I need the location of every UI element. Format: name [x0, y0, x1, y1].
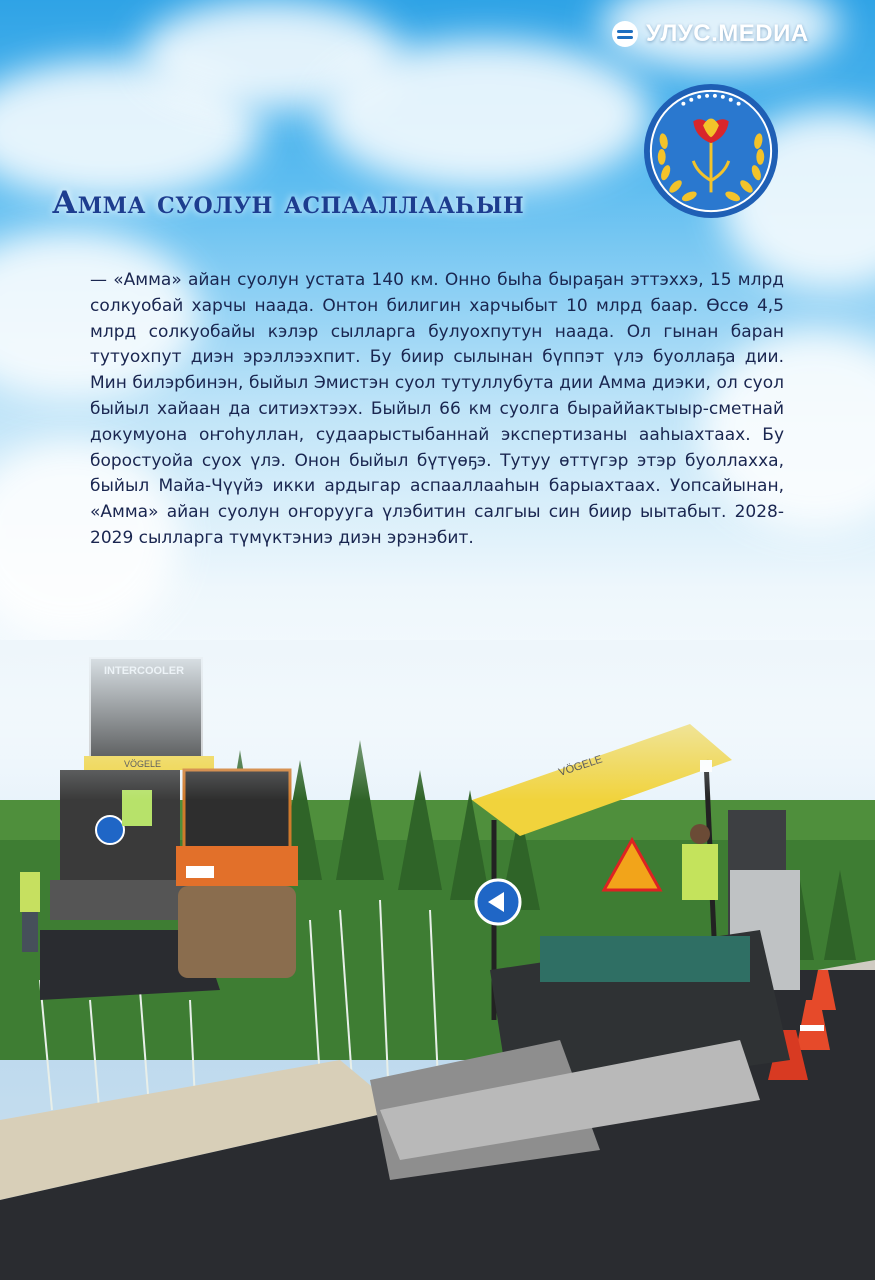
- article-body: — «Амма» айан суолун устата 140 км. Онно быһа быраҕан эттэххэ, 15 млрд солкуобай харчы наада. Онтон билигин харчыбыт 10 млрд баар. Өссө 4,5 млрд солкуобайы кэлэр сылларга булуохпутун наада. Ол гынан баран тутуохпут диэн эрэллээхпит. Бу биир сылынан бүппэт үлэ буоллаҕа дии. Мин билэрбинэн, быйыл Эмистэн суол тутуллубута дии Амма диэки, ол суол быйыл хайаан да ситиэхтээх. Быйыл 66 км суолга быраййактыыр-сметнай докумуона оҥоһуллан, судаарыстыбаннай экспертизаны ааһыахтаах. Бу боростуойа суох үлэ. Онон быйыл бүтүөҕэ. Тутуу өттүгэр этэр буоллахха, быйыл Майа-Чүүйэ икки ардыгар аспааллааһын барыахтаах. Уопсайынан, «Амма» айан суолун оҥорууга үлэбитин салгыы син биир ыытабыт. 2028-2029 сылларга түмүктэниэ диэн эрэнэбит.: [90, 270, 784, 548]
- article-title: Амма суолун аспааллааһын: [52, 185, 525, 221]
- amga-district-emblem-icon: [642, 82, 780, 220]
- road-construction-photo: [0, 640, 875, 1280]
- brand-name: УЛУС.MEDИА: [646, 20, 809, 47]
- cloud: [320, 40, 650, 190]
- brand-logo: [612, 20, 809, 48]
- ulus-media-logo-icon: [612, 21, 638, 47]
